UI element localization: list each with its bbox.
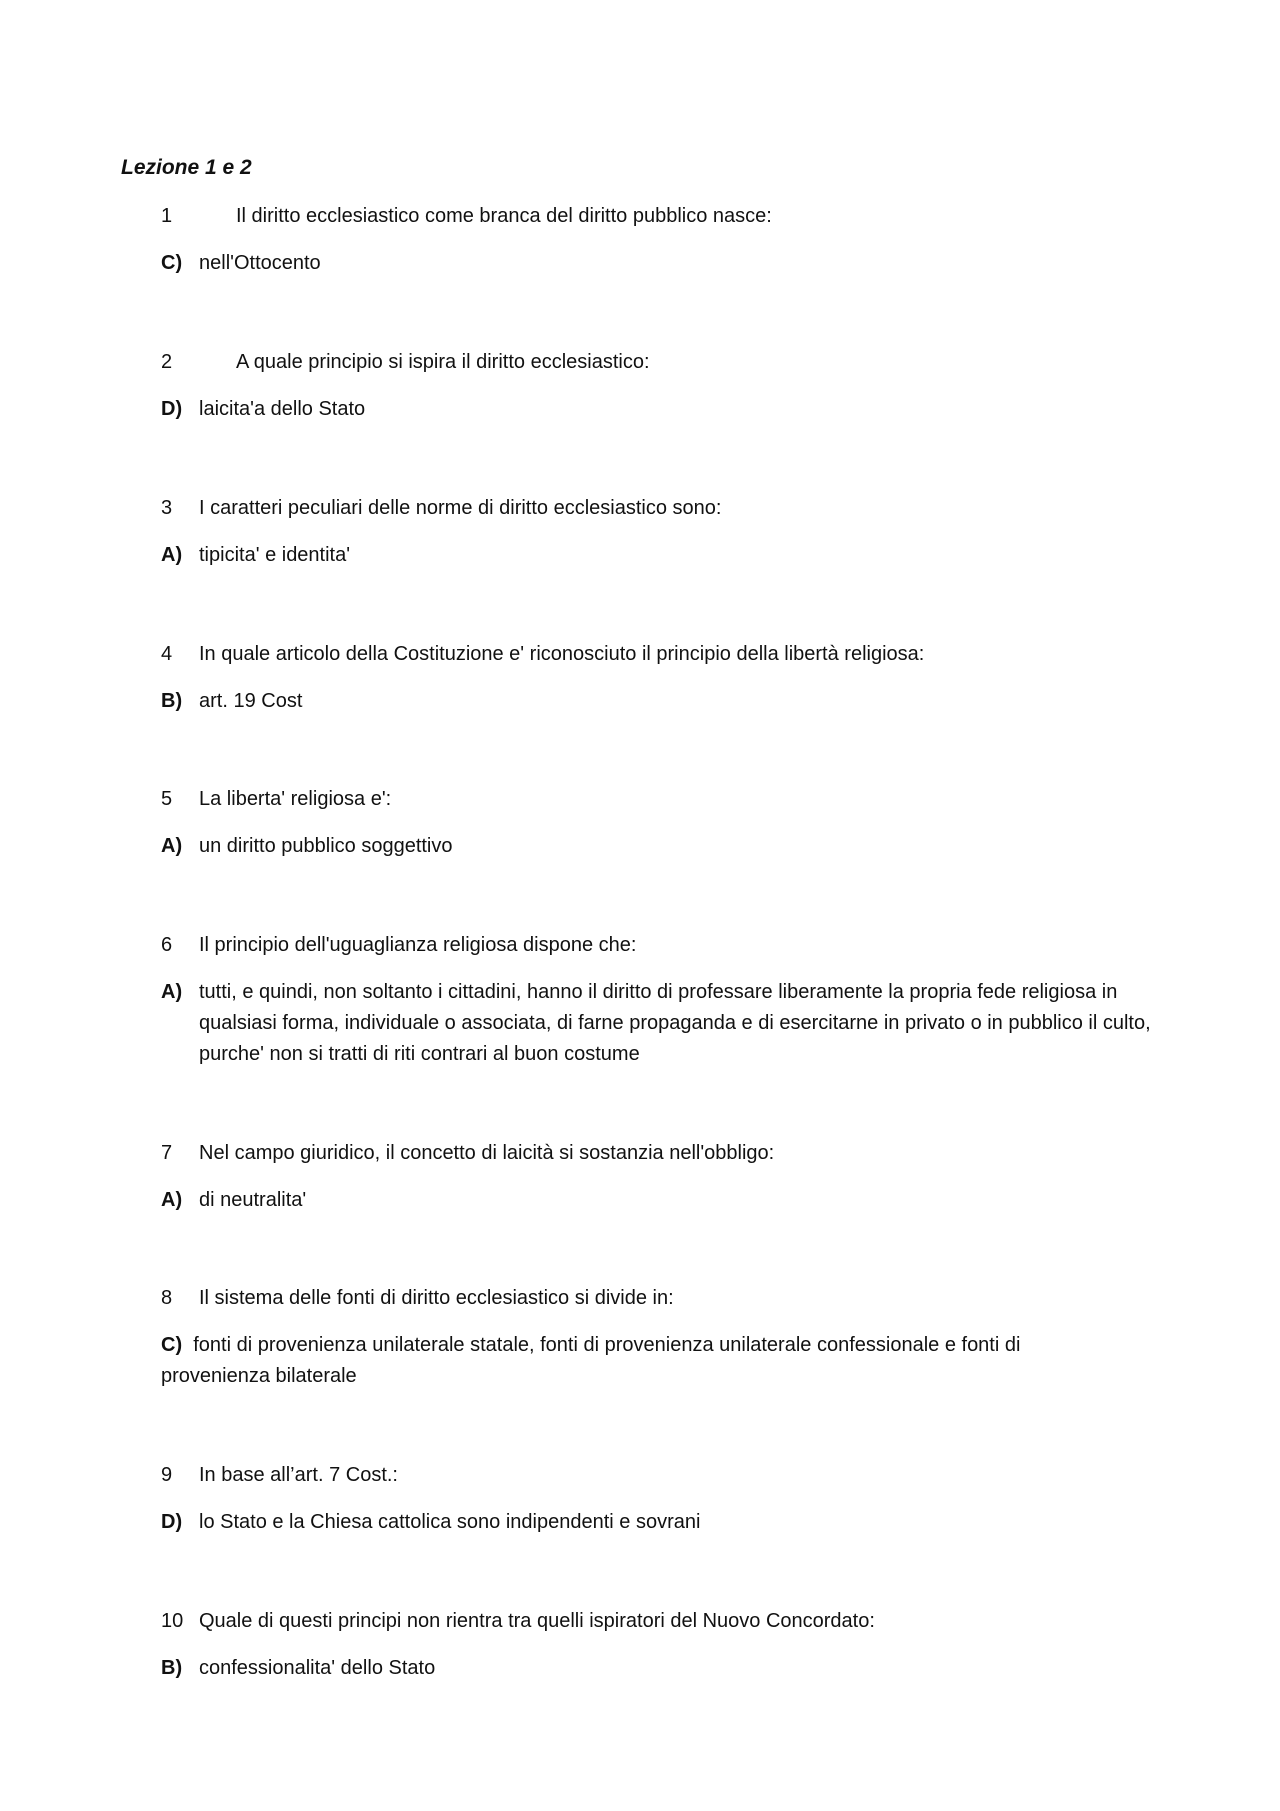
question-9 [161,1461,398,1489]
question-8 [161,1284,674,1312]
question-4 [161,640,925,668]
question-text: Il principio dell'uguaglianza religiosa dispone che: [199,934,637,956]
answer-text: laicita'a dello Stato [199,398,366,420]
question-number: 2 [161,351,173,373]
question-number: 6 [161,934,173,956]
question-text: Il sistema delle fonti di diritto ecclesiastico si divide in: [199,1287,674,1309]
answer-letter: A) [161,544,183,566]
question-number: 4 [161,643,173,665]
answer-text: fonti di provenienza unilaterale statale, fonti di provenienza unilaterale confessionale e fonti di provenienza bilaterale [161,1334,1021,1387]
question-number: 5 [161,788,173,810]
question-5 [161,785,392,813]
question-text: In base all’art. 7 Cost.: [199,1464,398,1486]
lesson-title: Lezione 1 e 2 [121,156,252,179]
question-number: 1 [161,205,173,227]
question-text: Il diritto ecclesiastico come branca del diritto pubblico nasce: [236,205,772,227]
answer-text: art. 19 Cost [199,690,303,712]
question-number: 3 [161,497,173,519]
question-text: I caratteri peculiari delle norme di diritto ecclesiastico sono: [199,497,722,519]
answer-letter: B) [161,690,183,712]
answer-letter: A) [161,835,183,857]
answer-letter: C) [161,1334,183,1356]
question-7 [161,1139,775,1167]
question-10 [161,1607,875,1635]
answer-text: confessionalita' dello Stato [199,1657,436,1679]
answer-text: tutti, e quindi, non soltanto i cittadini, hanno il diritto di professare liberamente la propria fede religiosa in qualsiasi forma, individuale o associata, di farne propaganda e di esercitarne in privato o in pubblico il culto, purche' non si tratti di riti contrari al buon costume [199,981,1151,1065]
question-number: 10 [161,1610,184,1632]
question-text: La liberta' religiosa e': [199,788,392,810]
answer-letter: D) [161,398,183,420]
question-text: A quale principio si ispira il diritto ecclesiastico: [236,351,650,373]
answer-text: di neutralita' [199,1189,307,1211]
question-text: In quale articolo della Costituzione e' riconosciuto il principio della libertà religiosa: [199,643,925,665]
question-3 [161,494,722,522]
answer-8 [161,1330,1121,1392]
question-number: 7 [161,1142,173,1164]
question-1 [161,202,772,230]
answer-letter: A) [161,1189,183,1211]
answer-letter: C) [161,252,183,274]
answer-letter: D) [161,1511,183,1533]
answer-letter: B) [161,1657,183,1679]
question-2 [161,348,650,376]
question-6 [161,931,637,959]
question-number: 8 [161,1287,173,1309]
question-number: 9 [161,1464,173,1486]
answer-letter: A) [161,981,183,1003]
answer-text: un diritto pubblico soggettivo [199,835,453,857]
question-text: Nel campo giuridico, il concetto di laicità si sostanzia nell'obbligo: [199,1142,775,1164]
answer-text: lo Stato e la Chiesa cattolica sono indipendenti e sovrani [199,1511,701,1533]
question-text: Quale di questi principi non rientra tra quelli ispiratori del Nuovo Concordato: [199,1610,875,1632]
answer-text: tipicita' e identita' [199,544,351,566]
answer-text: nell'Ottocento [199,252,321,274]
